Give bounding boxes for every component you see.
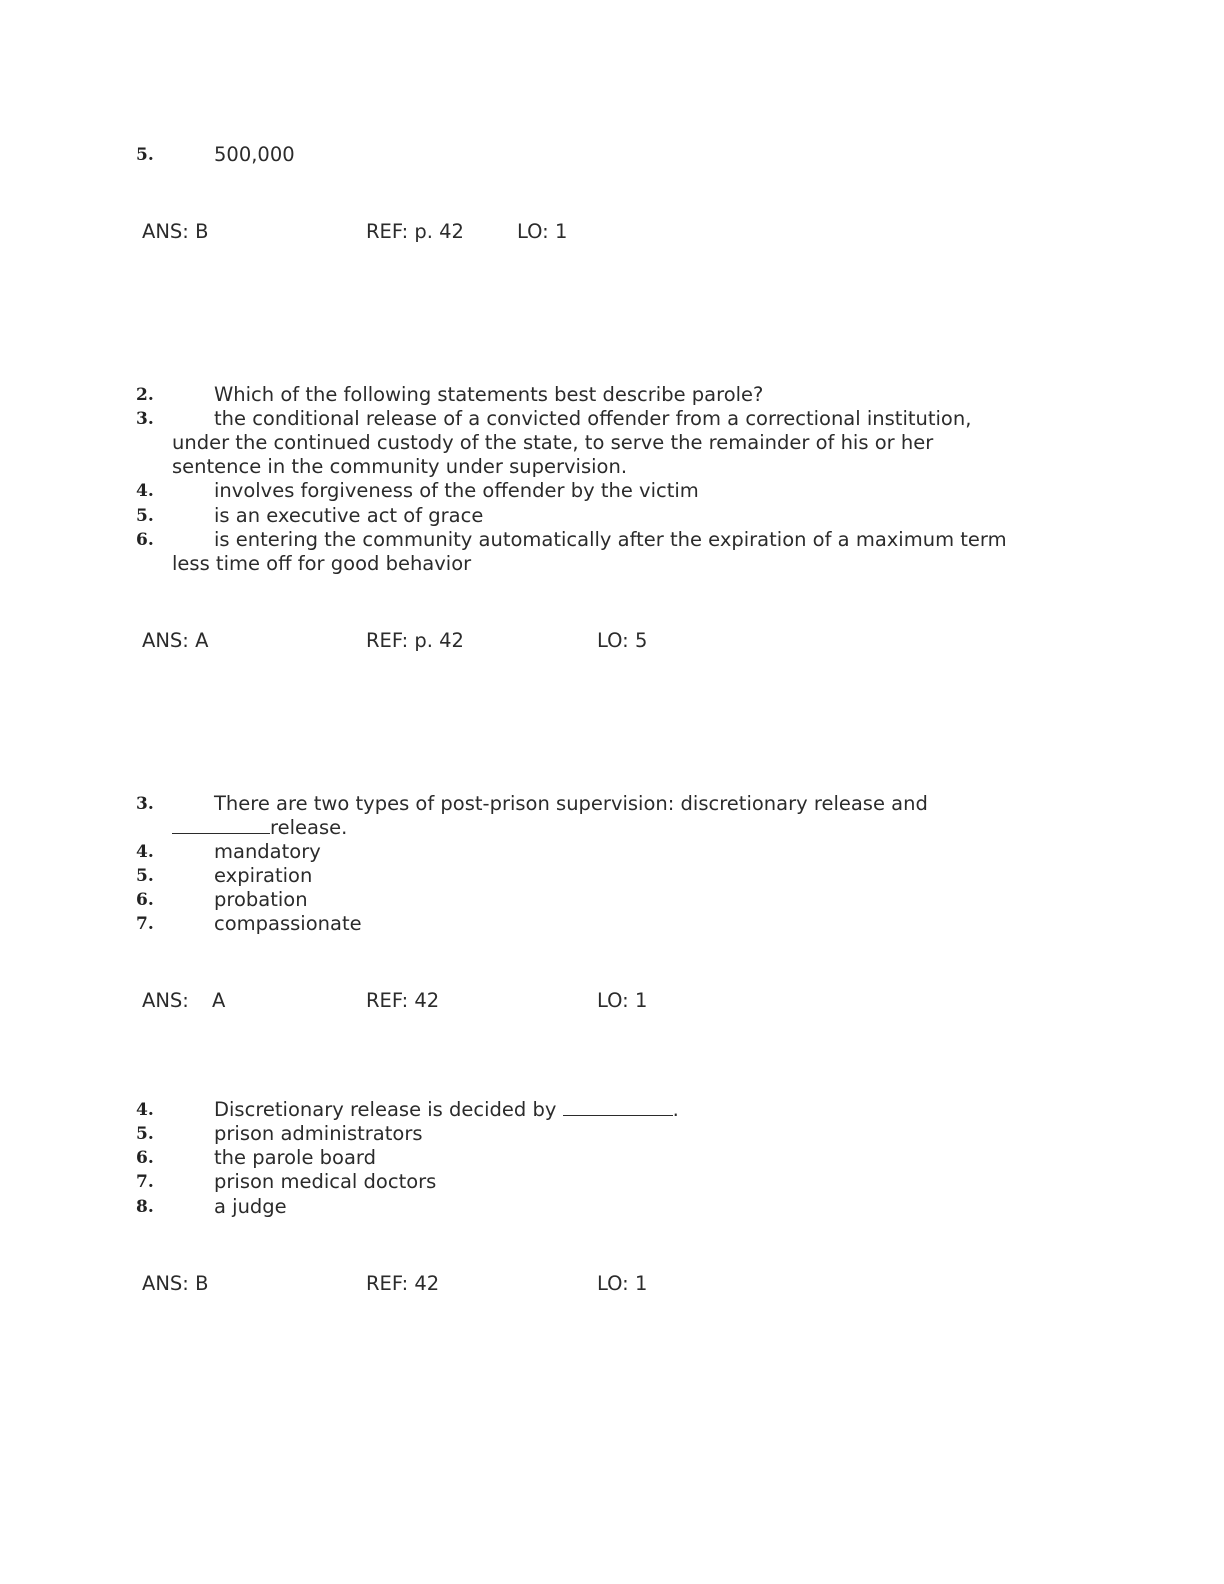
answer-key: ANS: B (142, 1272, 209, 1295)
question-text-main: Discretionary release is decided by (214, 1098, 557, 1121)
choice-text-continuation: under the continued custody of the state, to serve the remainder of his or her (172, 431, 934, 454)
page-reference: REF: p. 42 (366, 220, 464, 243)
choice-text-continuation: sentence in the community under supervision. (172, 455, 628, 478)
question-text: Which of the following statements best describe parole? (214, 383, 764, 406)
choice-number: 5. (136, 506, 154, 526)
page-reference: REF: 42 (366, 989, 440, 1012)
answer-key-label: ANS: (142, 989, 189, 1012)
choice-number: 5. (136, 145, 154, 165)
page-reference: REF: p. 42 (366, 629, 464, 652)
answer-key-value: A (212, 989, 226, 1012)
choice-number: 5. (136, 1124, 154, 1144)
question-text-end: . (672, 1098, 679, 1121)
choice-text: involves forgiveness of the offender by the victim (214, 479, 699, 502)
fill-in-blank (172, 816, 270, 834)
choice-text: compassionate (214, 912, 362, 935)
answer-key: ANS: B (142, 220, 209, 243)
choice-text: is entering the community automatically after the expiration of a maximum term (214, 528, 1007, 551)
question-number: 2. (136, 385, 154, 405)
choice-number: 3. (136, 409, 154, 429)
answer-key: ANS: A (142, 629, 209, 652)
choice-number: 7. (136, 1172, 154, 1192)
choice-number: 4. (136, 842, 154, 862)
choice-number: 6. (136, 1148, 154, 1168)
choice-number: 6. (136, 530, 154, 550)
choice-number: 7. (136, 914, 154, 934)
fill-in-blank (563, 1098, 673, 1116)
choice-text: a judge (214, 1195, 287, 1218)
question-text-continuation (172, 816, 347, 840)
choice-text: expiration (214, 864, 313, 887)
question-number: 3. (136, 794, 154, 814)
choice-number: 4. (136, 481, 154, 501)
question-text-suffix: release. (270, 816, 348, 839)
choice-text: mandatory (214, 840, 321, 863)
choice-text-continuation: less time off for good behavior (172, 552, 472, 575)
choice-text: prison administrators (214, 1122, 423, 1145)
question-text (214, 1098, 679, 1122)
choice-text: probation (214, 888, 308, 911)
choice-text: 500,000 (214, 143, 295, 166)
choice-number: 6. (136, 890, 154, 910)
learning-objective: LO: 5 (597, 629, 648, 652)
choice-text: prison medical doctors (214, 1170, 437, 1193)
question-text: There are two types of post-prison supervision: discretionary release and (214, 792, 928, 815)
learning-objective: LO: 1 (597, 1272, 648, 1295)
choice-text: is an executive act of grace (214, 504, 484, 527)
choice-number: 5. (136, 866, 154, 886)
learning-objective: LO: 1 (517, 220, 568, 243)
choice-number: 8. (136, 1197, 154, 1217)
choice-text: the parole board (214, 1146, 376, 1169)
page-reference: REF: 42 (366, 1272, 440, 1295)
learning-objective: LO: 1 (597, 989, 648, 1012)
question-number: 4. (136, 1100, 154, 1120)
choice-text: the conditional release of a convicted offender from a correctional institution, (214, 407, 972, 430)
